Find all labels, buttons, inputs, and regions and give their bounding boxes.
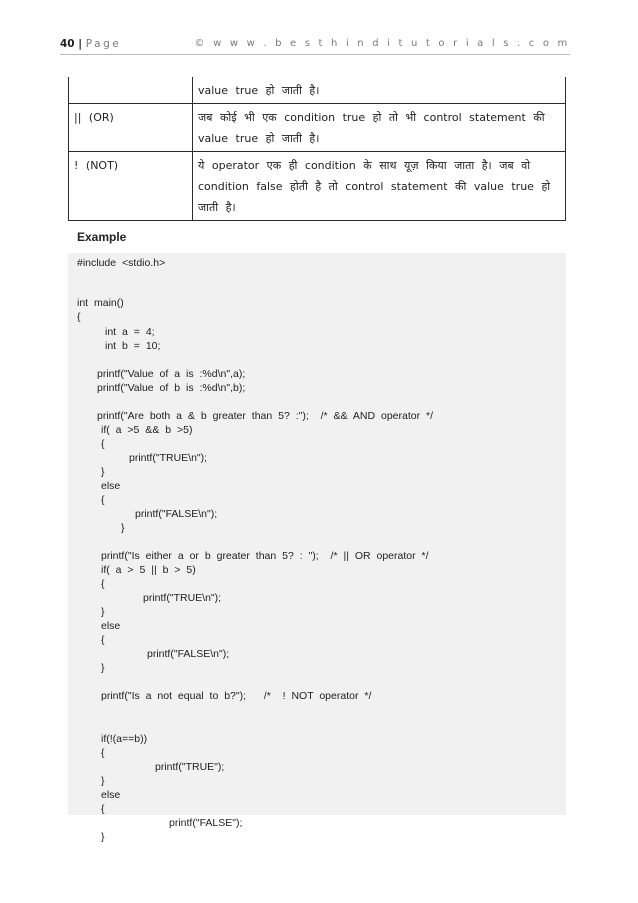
page-number-label <box>60 38 121 50</box>
code-line: else <box>101 620 121 632</box>
table-row <box>69 104 566 152</box>
code-line: else <box>101 480 121 492</box>
code-line: { <box>101 634 105 646</box>
operator-cell: || (OR) <box>69 104 193 152</box>
code-line: int a = 4; <box>105 326 155 338</box>
page-number: 40 <box>60 38 75 50</box>
description-cell: value true हो जाती है। <box>193 77 566 104</box>
code-line: { <box>101 803 105 815</box>
code-line: printf("TRUE\n"); <box>143 592 222 604</box>
code-line: int b = 10; <box>105 340 161 352</box>
description-cell: ये operator एक ही condition के साथ यूज़ किया जाता है। जब वो condition false होती है तो control statement की value true हो जाती है। <box>193 152 566 221</box>
code-line: printf("FALSE\n"); <box>147 648 230 660</box>
table-row <box>69 77 566 104</box>
code-line: #include <stdio.h> <box>77 257 166 269</box>
code-line: } <box>101 775 105 787</box>
page-header <box>60 38 570 55</box>
table-row <box>69 152 566 221</box>
code-line: printf("FALSE\n"); <box>135 508 218 520</box>
code-line: printf("FALSE"); <box>169 817 243 829</box>
code-line: } <box>101 662 105 674</box>
operator-cell <box>69 77 193 104</box>
code-line: else <box>101 789 121 801</box>
header-separator: | <box>74 38 86 50</box>
code-line: printf("Is either a or b greater than 5? : "); /* || OR operator */ <box>101 550 429 562</box>
page-label: Page <box>85 38 122 50</box>
code-line: printf("Are both a & b greater than 5? :"); /* && AND operator */ <box>97 410 434 422</box>
code-line: printf("Value of b is :%d\n",b); <box>97 382 246 394</box>
code-line: } <box>101 466 105 478</box>
code-line: { <box>77 311 81 323</box>
code-line: { <box>101 578 105 590</box>
code-line: { <box>101 747 105 759</box>
example-heading: Example <box>77 230 127 244</box>
code-line: } <box>121 522 125 534</box>
code-line: } <box>101 831 105 843</box>
code-line: if( a >5 && b >5) <box>101 424 193 436</box>
code-line: printf("Is a not equal to b?"); /* ! NOT operator */ <box>101 690 372 702</box>
code-line: } <box>101 606 105 618</box>
code-line: { <box>101 438 105 450</box>
operator-cell: ! (NOT) <box>69 152 193 221</box>
code-line: printf("TRUE\n"); <box>129 452 208 464</box>
code-line: { <box>101 494 105 506</box>
code-line: printf("TRUE"); <box>155 761 225 773</box>
code-line: if(!(a==b)) <box>101 733 148 745</box>
operators-table <box>68 77 566 221</box>
code-line: if( a > 5 || b > 5) <box>101 564 196 576</box>
code-line: int main() <box>77 297 124 309</box>
code-line: printf("Value of a is :%d\n",a); <box>97 368 246 380</box>
description-cell: जब कोई भी एक condition true हो तो भी control statement की value true हो जाती है। <box>193 104 566 152</box>
site-copyright: © w w w . b e s t h i n d i t u t o r i a l s . c o m <box>194 38 570 49</box>
code-block <box>68 253 566 843</box>
